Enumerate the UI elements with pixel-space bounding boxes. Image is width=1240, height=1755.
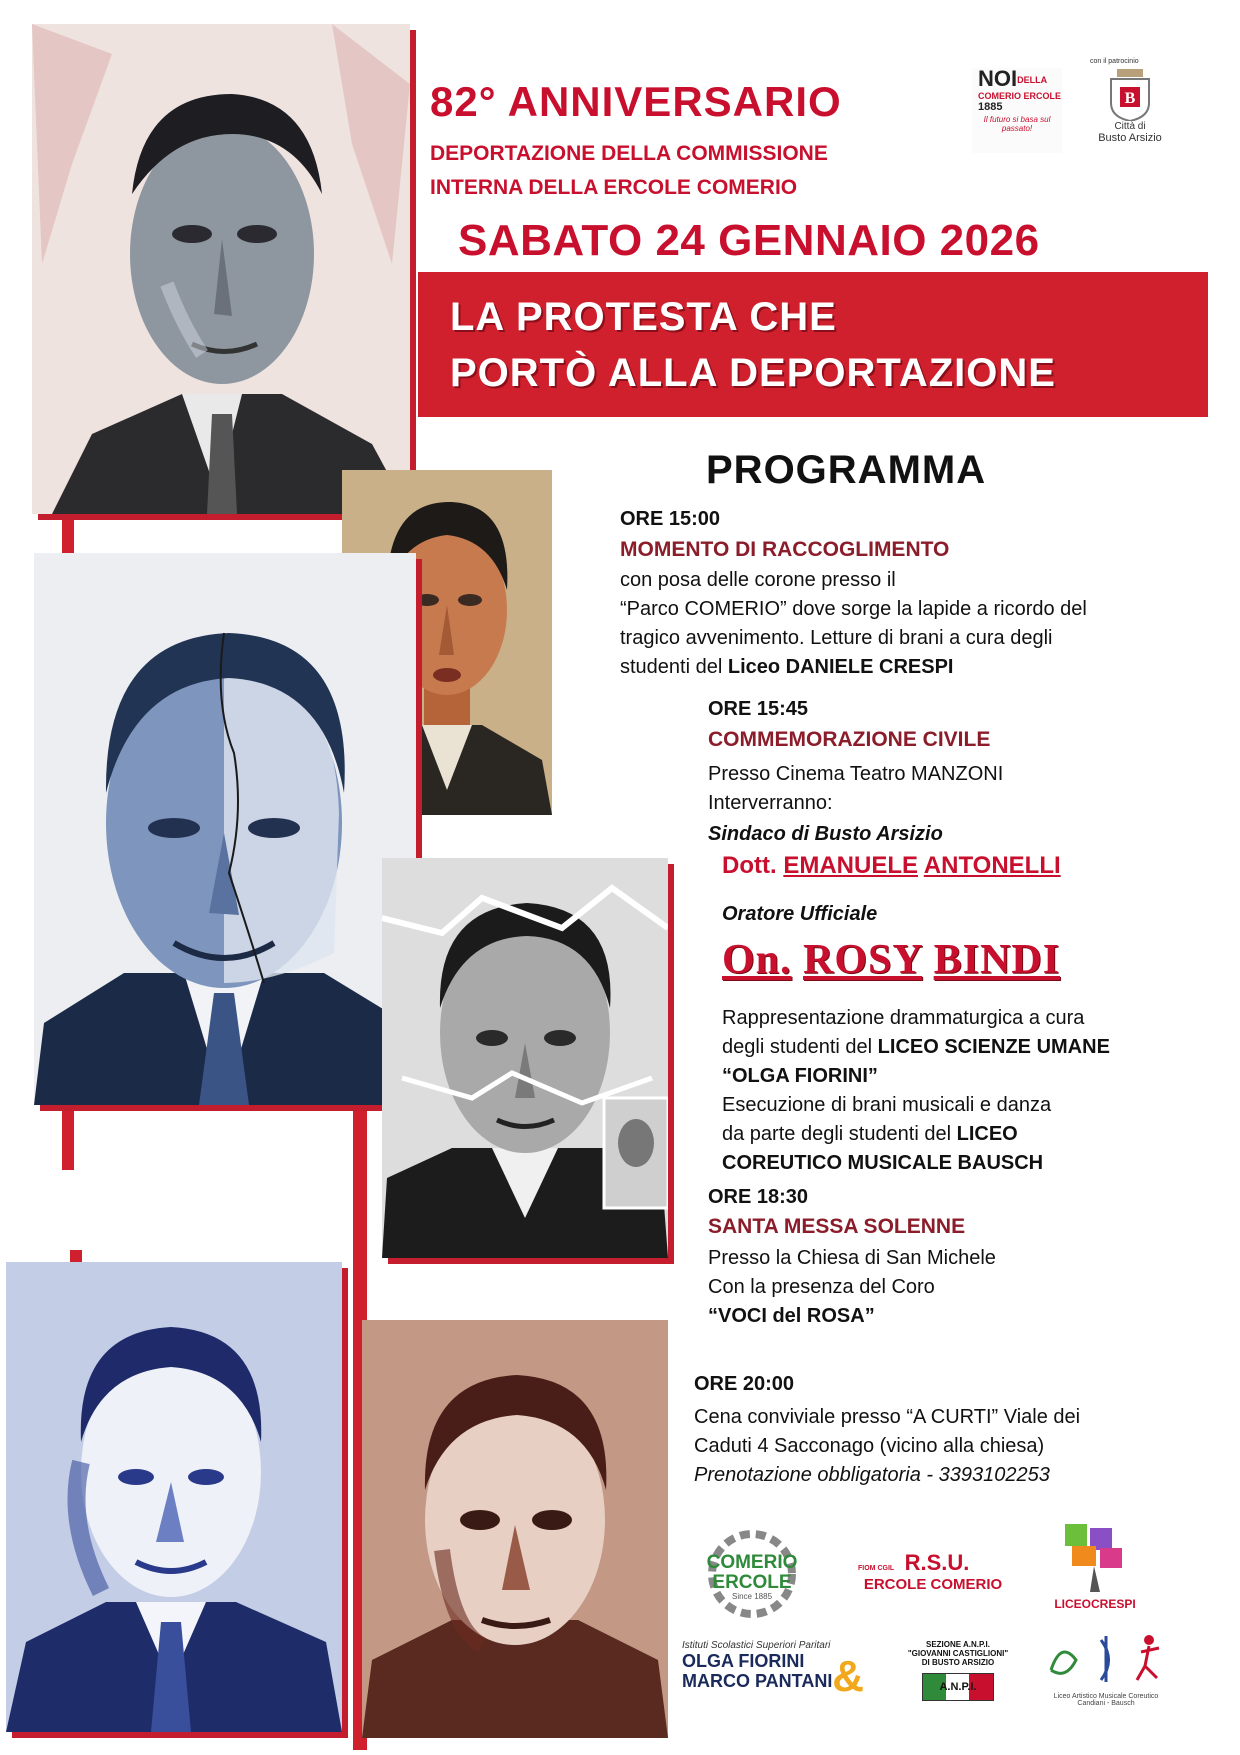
anpi-logo bbox=[898, 1640, 1018, 1720]
on-label: On. bbox=[722, 937, 792, 983]
programma-title: PROGRAMMA bbox=[706, 448, 987, 492]
anpi-line-3: DI BUSTO ARSIZIO bbox=[921, 1658, 995, 1667]
busto-arsizio-logo bbox=[1090, 58, 1170, 168]
ampersand-icon: & bbox=[832, 1652, 864, 1701]
busto-label: Busto Arsizio bbox=[1098, 132, 1162, 144]
city-crest-icon bbox=[1107, 67, 1153, 121]
event-4-booking: Prenotazione obbligatoria bbox=[694, 1464, 921, 1486]
arts-music-dance-icon bbox=[1041, 1630, 1171, 1688]
event-2-speaker-name bbox=[722, 936, 1060, 984]
event-1-line-3: tragico avvenimento. Letture di brani a cura degli bbox=[620, 627, 1053, 649]
olga-label: OLGA FIORINI bbox=[682, 1651, 805, 1671]
speaker-first-name: ROSY bbox=[803, 937, 923, 983]
title-banner bbox=[418, 272, 1208, 417]
speaker-last-name: BINDI bbox=[933, 937, 1061, 983]
liceo-crespi-label: LICEOCRESPI bbox=[1054, 1597, 1136, 1611]
noi-della-comerio-logo bbox=[972, 68, 1062, 153]
event-1-line-4b: Liceo bbox=[727, 656, 786, 678]
event-2-sindaco: Sindaco di Busto Arsizio bbox=[708, 823, 943, 845]
event-3-line-2: Con la presenza del Coro bbox=[708, 1276, 935, 1298]
event-date: SABATO 24 GENNAIO 2026 bbox=[458, 216, 1040, 265]
event-1-line-4c: DANIELE CRESPI bbox=[785, 656, 954, 678]
event-4-time: ORE 20:00 bbox=[694, 1373, 795, 1395]
event-3-text bbox=[708, 1244, 996, 1331]
event-2-r5 bbox=[722, 1120, 1222, 1149]
anpi-flag bbox=[922, 1673, 994, 1701]
portrait-5 bbox=[6, 1262, 342, 1732]
anpi-line-2: "GIOVANNI CASTIGLIONI" bbox=[907, 1649, 1009, 1658]
subtitle-line-2: INTERNA DELLA ERCOLE COMERIO bbox=[430, 176, 798, 199]
event-1-line-4 bbox=[620, 653, 1230, 682]
bausch-line-2: Candiani - Bausch bbox=[1077, 1700, 1135, 1707]
event-2-mayor-name bbox=[722, 852, 1061, 880]
ercole-word: ERCOLE bbox=[712, 1572, 792, 1593]
event-1-line-4a: studenti del bbox=[620, 656, 728, 678]
istituti-label: Istituti Scolastici Superiori Paritari bbox=[682, 1640, 831, 1651]
liceo-crespi-logo bbox=[1040, 1522, 1150, 1614]
event-2-r6: COREUTICO MUSICALE BAUSCH bbox=[722, 1152, 1044, 1174]
event-2-r2b: LICEO SCIENZE UMANE bbox=[877, 1036, 1110, 1058]
noi-logo-della: DELLA bbox=[1017, 75, 1048, 86]
portrait-6 bbox=[362, 1320, 668, 1738]
noi-logo-word: NOI bbox=[978, 66, 1018, 91]
event-1-line-2: “Parco COMERIO” dove sorge la lapide a ricordo del bbox=[620, 598, 1087, 620]
event-2-r2 bbox=[722, 1033, 1222, 1062]
banner-line-2: PORTÒ ALLA DEPORTAZIONE bbox=[450, 351, 1056, 395]
event-1-line-1: con posa delle corone presso il bbox=[620, 569, 896, 591]
anpi-line-1: SEZIONE A.N.P.I. bbox=[925, 1640, 990, 1649]
event-3-time: ORE 18:30 bbox=[708, 1186, 809, 1208]
event-4-line-1: Cena conviviale presso “A CURTI” Viale dei bbox=[694, 1406, 1081, 1428]
event-3-line-3: “VOCI del ROSA” bbox=[708, 1305, 875, 1327]
comerio-word: COMERIO bbox=[706, 1552, 798, 1573]
event-4-line-2: Caduti 4 Sacconago (vicino alla chiesa) bbox=[694, 1435, 1045, 1457]
event-2-time: ORE 15:45 bbox=[708, 698, 809, 720]
mayor-first-name: EMANUELE bbox=[783, 852, 918, 879]
event-3-line-1: Presso la Chiesa di San Michele bbox=[708, 1247, 996, 1269]
banner-line-1: LA PROTESTA CHE bbox=[450, 295, 837, 339]
portrait-3-drawing bbox=[34, 553, 416, 1105]
event-3-title: SANTA MESSA SOLENNE bbox=[708, 1215, 966, 1238]
citta-label: Città di bbox=[1114, 121, 1146, 132]
portrait-6-drawing bbox=[362, 1320, 668, 1738]
event-2-r1: Rappresentazione drammaturgica a cura bbox=[722, 1007, 1085, 1029]
rsu-subtitle: ERCOLE COMERIO bbox=[863, 1576, 1003, 1593]
liceo-bausch-logo bbox=[1036, 1630, 1176, 1720]
portrait-1 bbox=[32, 24, 410, 514]
anniversary-title: 82° ANNIVERSARIO bbox=[430, 78, 842, 125]
event-2-r5b: LICEO bbox=[956, 1123, 1018, 1145]
event-2-r3: “OLGA FIORINI” bbox=[722, 1065, 878, 1087]
crest-letter: B bbox=[1124, 90, 1136, 107]
noi-logo-year: 1885 bbox=[978, 101, 1003, 114]
portrait-3 bbox=[34, 553, 416, 1105]
portrait-5-drawing bbox=[6, 1262, 342, 1732]
portrait-4-drawing bbox=[382, 858, 668, 1258]
marco-label: MARCO PANTANI bbox=[682, 1671, 833, 1691]
event-2-details bbox=[722, 1004, 1222, 1178]
event-2-r5a: da parte degli studenti del bbox=[722, 1123, 957, 1145]
event-2-line-1: Presso Cinema Teatro MANZONI bbox=[708, 763, 1004, 785]
since-label: Since 1885 bbox=[731, 1592, 773, 1601]
event-1-time: ORE 15:00 bbox=[620, 508, 721, 530]
comerio-ercole-logo bbox=[696, 1530, 808, 1618]
noi-logo-motto: Il futuro si basa sul passato! bbox=[983, 115, 1051, 134]
event-1-title: MOMENTO DI RACCOGLIMENTO bbox=[620, 538, 950, 561]
portrait-4 bbox=[382, 858, 668, 1258]
event-4-line-3 bbox=[694, 1461, 1214, 1490]
event-4-text bbox=[694, 1403, 1214, 1490]
portrait-1-drawing bbox=[32, 24, 410, 514]
noi-logo-company: COMERIO ERCOLE bbox=[978, 91, 1062, 102]
subtitle-line-1: DEPORTAZIONE DELLA COMMISSIONE bbox=[430, 142, 828, 165]
event-2-line-2: Interverranno: bbox=[708, 792, 833, 814]
event-2-r2a: degli studenti del bbox=[722, 1036, 878, 1058]
fiom-label: FIOM CGIL bbox=[858, 1565, 895, 1572]
event-4-phone: - 3393102253 bbox=[920, 1464, 1050, 1486]
dott-label: Dott. bbox=[722, 852, 777, 879]
event-2-title: COMMEMORAZIONE CIVILE bbox=[708, 728, 991, 751]
rsu-ercole-comerio-logo bbox=[858, 1550, 1008, 1610]
olga-fiorini-logo bbox=[682, 1640, 872, 1720]
event-2-oratore: Oratore Ufficiale bbox=[722, 903, 878, 925]
rsu-title: R.S.U. bbox=[904, 1550, 970, 1575]
patrocinio-label: con il patrocinio bbox=[1090, 58, 1139, 65]
anpi-flag-label: A.N.P.I. bbox=[939, 1681, 977, 1693]
mayor-last-name: ANTONELLI bbox=[923, 852, 1061, 879]
event-1-text bbox=[620, 566, 1230, 682]
liceo-crespi-tree-icon bbox=[1050, 1522, 1140, 1592]
event-2-r4: Esecuzione di brani musicali e danza bbox=[722, 1094, 1052, 1116]
bausch-line-1: Liceo Artistico Musicale Coreutico bbox=[1053, 1693, 1159, 1700]
